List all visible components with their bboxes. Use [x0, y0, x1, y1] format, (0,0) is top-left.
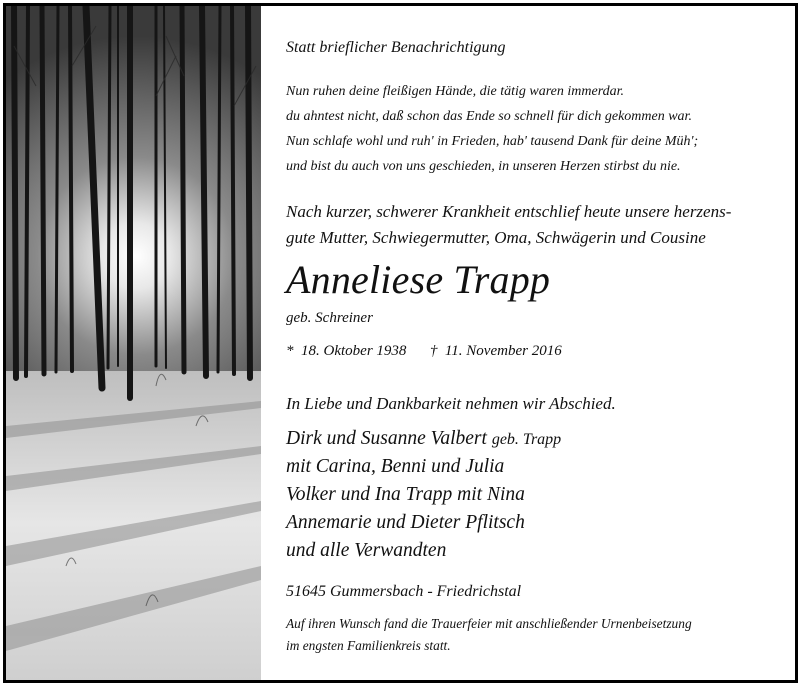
- mourner-line: Volker und Ina Trapp mit Nina: [286, 484, 525, 505]
- mourner-note: geb. Trapp: [491, 431, 562, 448]
- obituary-notice: [3, 3, 798, 683]
- birth-symbol: *: [286, 343, 294, 359]
- death-symbol: †: [429, 343, 438, 359]
- farewell-line: In Liebe und Dankbarkeit nehmen wir Abschied.: [286, 394, 616, 413]
- footer-line: im engsten Familienkreis statt.: [286, 638, 451, 653]
- location-line: 51645 Gummersbach - Friedrichstal: [286, 583, 522, 600]
- footer-line: Auf ihren Wunsch fand die Trauerfeier mit anschließender Urnenbeisetzung: [286, 616, 692, 631]
- mourner-line: mit Carina, Benni und Julia: [286, 456, 505, 477]
- mourner-line: [286, 428, 561, 450]
- deceased-name: Anneliese Trapp: [286, 257, 551, 302]
- mourner-name: Dirk und Susanne Valbert: [286, 428, 487, 449]
- birth-name: geb. Schreiner: [286, 310, 373, 326]
- mourner-line: und alle Verwandten: [286, 540, 447, 561]
- poem-line: und bist du auch von uns geschieden, in unseren Herzen stirbst du nie.: [286, 159, 681, 174]
- mourner-line: Annemarie und Dieter Pflitsch: [286, 512, 525, 533]
- death-date: 11. November 2016: [444, 343, 562, 359]
- birth-date: 18. Oktober 1938: [301, 343, 407, 359]
- announcement-line: gute Mutter, Schwiegermutter, Oma, Schwägerin und Cousine: [286, 228, 706, 247]
- winter-forest-photo: [6, 6, 261, 680]
- life-dates: [286, 343, 562, 360]
- poem-line: Nun schlafe wohl und ruh' in Frieden, hab' tausend Dank für deine Müh';: [286, 134, 699, 149]
- header-line: Statt brieflicher Benachrichtigung: [286, 39, 506, 56]
- poem-line: Nun ruhen deine fleißigen Hände, die tätig waren immerdar.: [286, 84, 625, 99]
- announcement-line: Nach kurzer, schwerer Krankheit entschlief heute unsere herzens-: [286, 202, 732, 221]
- poem-line: du ahntest nicht, daß schon das Ende so schnell für dich gekommen war.: [286, 109, 692, 124]
